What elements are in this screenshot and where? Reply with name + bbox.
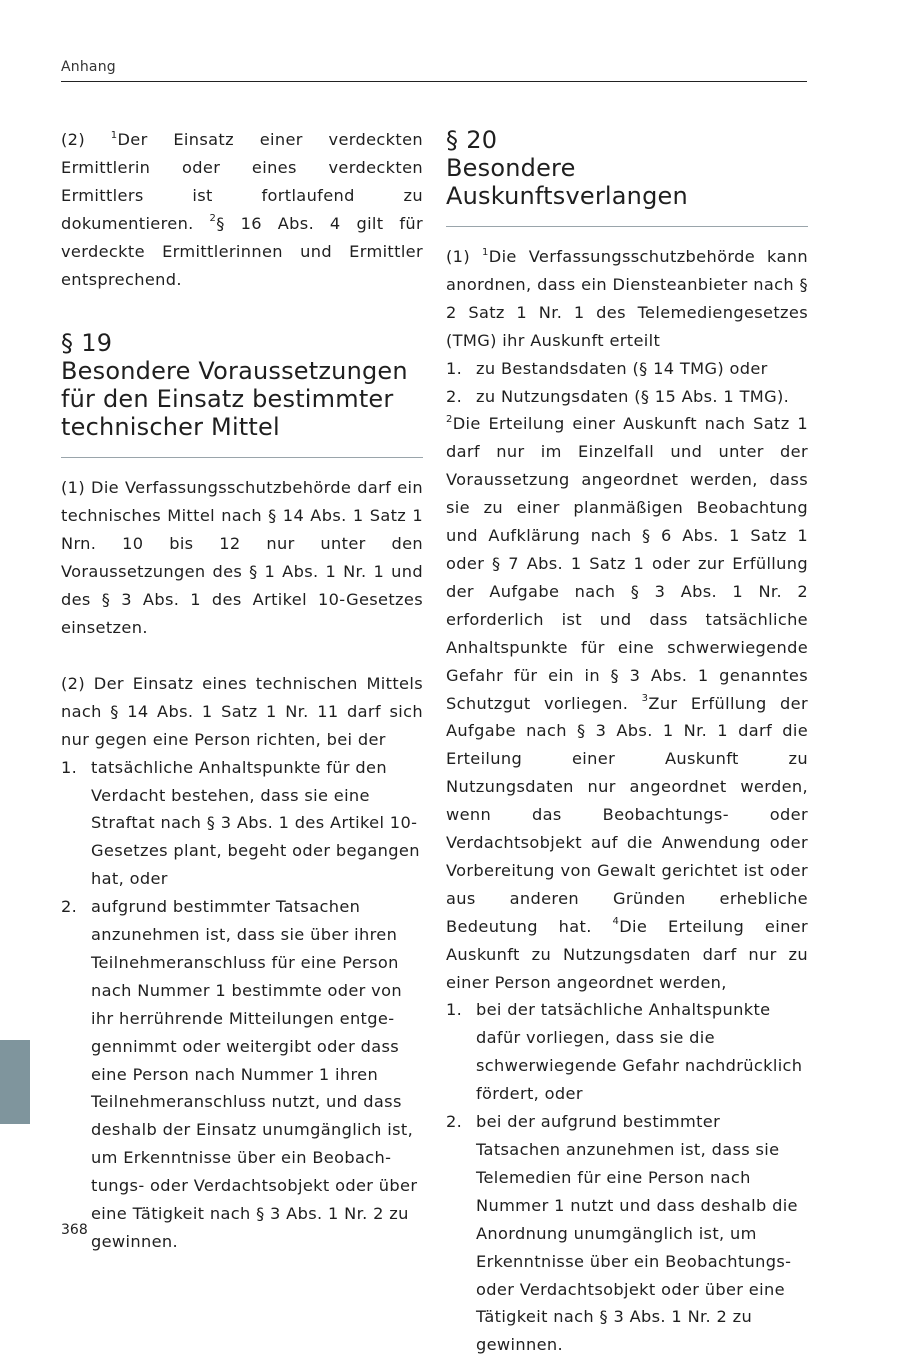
paragraph-20-1-cont: $^2$Die Erteilung einer Auskunft nach Satz 1 darf nur im Einzelfall und unter der Voraussetzung angeordnet werden, dass sie zu einer planmäßigen Beobachtung und Aufklärung nach § 6 Abs. 1 Satz 1 oder § 7 Abs. 1 Satz 1 oder zur Erfüllung der Aufgabe nach § 3 Abs. 1 Nr. 2 erforderlich ist und dass tatsächliche Anhaltspunkte für eine schwerwiegende Gefahr für ein in § 3 Abs. 1 genanntes Schutzgut vorliegen. $^3$Zur Erfüllung der Aufgabe nach § 3 Abs. 1 Nr. 1 darf die Erteilung einer Auskunft zu Nutzungsdaten nur angeordnet werden, wenn das Beobachtungs- oder Verdachtsobjekt auf die Anwendung oder Vorbereitung von Gewalt gerichtet ist oder aus anderen Gründen erhebliche Bedeutung hat. $^4$Die Erteilung einer Auskunft zu Nutzungsdaten darf nur zu einer Person angeordnet werden, bbox=[446, 414, 808, 992]
paragraph-19-1: (1) Die Verfassungsschutzbehörde darf ein technisches Mittel nach § 14 Abs. 1 Satz 1 Nrn. 10 bis 12 nur unter den Voraussetzungen des § 1 Abs. 1 Nr. 1 und des § 3 Abs. 1 des Artikel 10-Gesetzes einsetzen. bbox=[61, 478, 423, 637]
list-item: 1. zu Bestandsdaten (§ 14 TMG) oder bbox=[446, 358, 768, 378]
list-item: 2. zu Nutzungsdaten (§ 15 Abs. 1 TMG). bbox=[446, 386, 790, 406]
list-item: 2. bei der aufgrund bestimmter Tatsachen anzunehmen ist, dass sie Telemedien für eine Person nach Nummer 1 nutzt und dass deshalb die Anordnung unumgänglich ist, um Erkenntnisse über ein Beobachtungs- oder Verdachtsobjekt oder über eine Tätigkeit nach § 3 Abs. 1 Nr. 2 zu gewinnen. bbox=[446, 1112, 798, 1355]
list-item: 1. tatsächliche Anhaltspunkte für den Verdacht bestehen, dass sie eine Straftat nach § 3 Abs. 1 des Artikel 10-Gesetzes plant, begeht oder begangen hat, oder bbox=[61, 757, 420, 889]
list-19-2 bbox=[61, 754, 423, 1256]
paragraph-18-2: (2) $^1$Der Einsatz einer verdeckten Ermittlerin oder eines verdeckten Ermittlers ist fortlaufend zu dokumentieren. $^2$§ 16 Abs. 4 gilt für verdeckte Ermittlerinnen und Ermittler entsprechend. bbox=[61, 129, 424, 289]
right-column bbox=[446, 126, 808, 1359]
section-19-title: Besondere Voraussetzungen für den Einsatz bestimmter technischer Mittel bbox=[61, 357, 408, 442]
header-rule bbox=[61, 81, 807, 82]
list-20-1a bbox=[446, 355, 808, 411]
section-19-rule bbox=[61, 457, 423, 458]
page-number: 368 bbox=[61, 1222, 88, 1238]
section-19-number: § 19 bbox=[61, 329, 113, 358]
left-column bbox=[61, 126, 423, 1256]
section-20-rule bbox=[446, 226, 808, 227]
list-item: 2. aufgrund bestimmter Tatsachen anzunehmen ist, dass sie über ihren Teilnehmeranschluss für eine Person nach Nummer 1 bestimmte oder von ihr herrührende Mitteilungen entgegennimmt oder weitergibt oder dass eine Person nach Nummer 1 ihren Teilnehmeranschluss nutzt, und dass deshalb der Einsatz unumgänglich ist, um Erkenntnisse über ein Beobachtungs- oder Verdachtsobjekt oder über eine Tätigkeit nach § 3 Abs. 1 Nr. 2 zu gewinnen. bbox=[61, 897, 418, 1251]
section-20-title: Besondere Auskunftsverlangen bbox=[446, 154, 688, 210]
paragraph-20-1: (1) $^1$Die Verfassungsschutzbehörde kann anordnen, dass ein Diensteanbieter nach § 2 Satz 1 Nr. 1 des Telemediengesetzes (TMG) ihr Auskunft erteilt bbox=[446, 246, 808, 350]
list-item: 1. bei der tatsächliche Anhaltspunkte dafür vorliegen, dass sie die schwerwiegende Gefahr nachdrücklich fördert, oder bbox=[446, 1000, 803, 1104]
list-20-1b bbox=[446, 996, 808, 1359]
section-20-number: § 20 bbox=[446, 126, 498, 154]
chapter-edge-tab bbox=[0, 1040, 30, 1124]
running-head: Anhang bbox=[61, 59, 116, 75]
paragraph-19-2: (2) Der Einsatz eines technischen Mittels nach § 14 Abs. 1 Satz 1 Nr. 11 darf sich nur gegen eine Person richten, bei der bbox=[61, 673, 423, 749]
